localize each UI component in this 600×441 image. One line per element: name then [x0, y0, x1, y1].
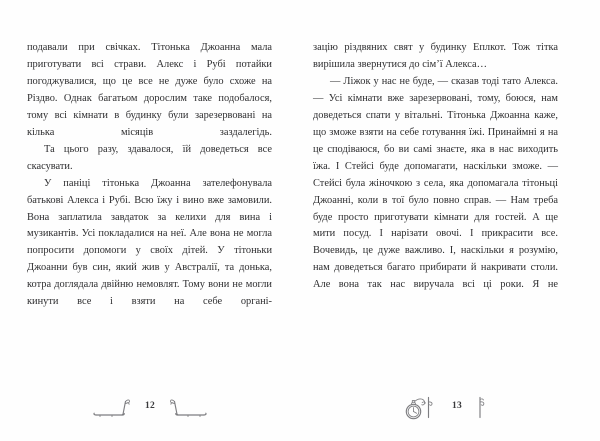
ski-sled-ornament	[92, 395, 134, 421]
page-right	[300, 0, 600, 441]
text-block-left	[27, 40, 272, 311]
page-number: 12	[144, 401, 156, 412]
pocket-watch-ornament	[401, 393, 441, 423]
page-number: 13	[451, 401, 463, 412]
paragraph: подавали при свічках. Тітонька Джоанна мала приготувати всі страви. Алекс і Рубі потайки погоджувалися, що це все не дуже було схоже на Різдво. Однак багатьом дорослим таке подобалося, тому всі кімнати в будинку були зарезервовані на кілька місяців заздалегідь.	[27, 42, 272, 138]
paragraph: Та цього разу, здавалося, їй доведеться все скасувати.	[27, 143, 272, 172]
scroll-post-ornament	[473, 393, 499, 423]
paragraph: зацію різдвяних свят у будинку Еплкот. Тож тітка вирішила звернутися до сім’ї Алекса…	[313, 42, 558, 70]
paragraph: У паніці тітонька Джоанна зателефонувала батькові Алекса і Рубі. Всю їжу і вино вже замовили. Вона заплатила завдаток за келихи для вина і музикантів. Усі покладалися на неї. Але вона не могла попросити допомоги у своїх дітей. У тітоньки Джоанни був син, який жив у Австралії, та донька, котра доглядала двійню немовлят. Тому вони не могли кинути все і взяти на себе органі-	[27, 177, 272, 308]
text-block-right	[313, 40, 558, 294]
paragraph: — Ліжок у нас не буде, — сказав тоді тато Алекса. — Усі кімнати вже зарезервовані, тому, боюся, нам доведеться спати у вітальні. Тітонька Джоанна каже, що зможе взяти на себе готування їжі. Принаймні я на це сподіваюся, бо ви самі знаєте, яка в нас виходить їжа. І Стейсі буде допомагати, наскільки зможе. — Стейсі була жіночкою з села, яка допомагала тітоньці Джоанні, коли в тої було повно справ. — Нам треба буде просто приготувати кімнати для гостей. А ще мити посуд. І нарізати овочі. І прикрасити все. Вочевидь, це дуже важливо. І, наскільки я розумію, нам доведеться багато прибирати й накривати столи. Але вона так нас виручала всі ці роки. Я не	[313, 75, 558, 291]
page-footer-right	[300, 391, 600, 425]
ski-sled-ornament	[166, 395, 208, 421]
page-footer-left	[0, 391, 300, 425]
